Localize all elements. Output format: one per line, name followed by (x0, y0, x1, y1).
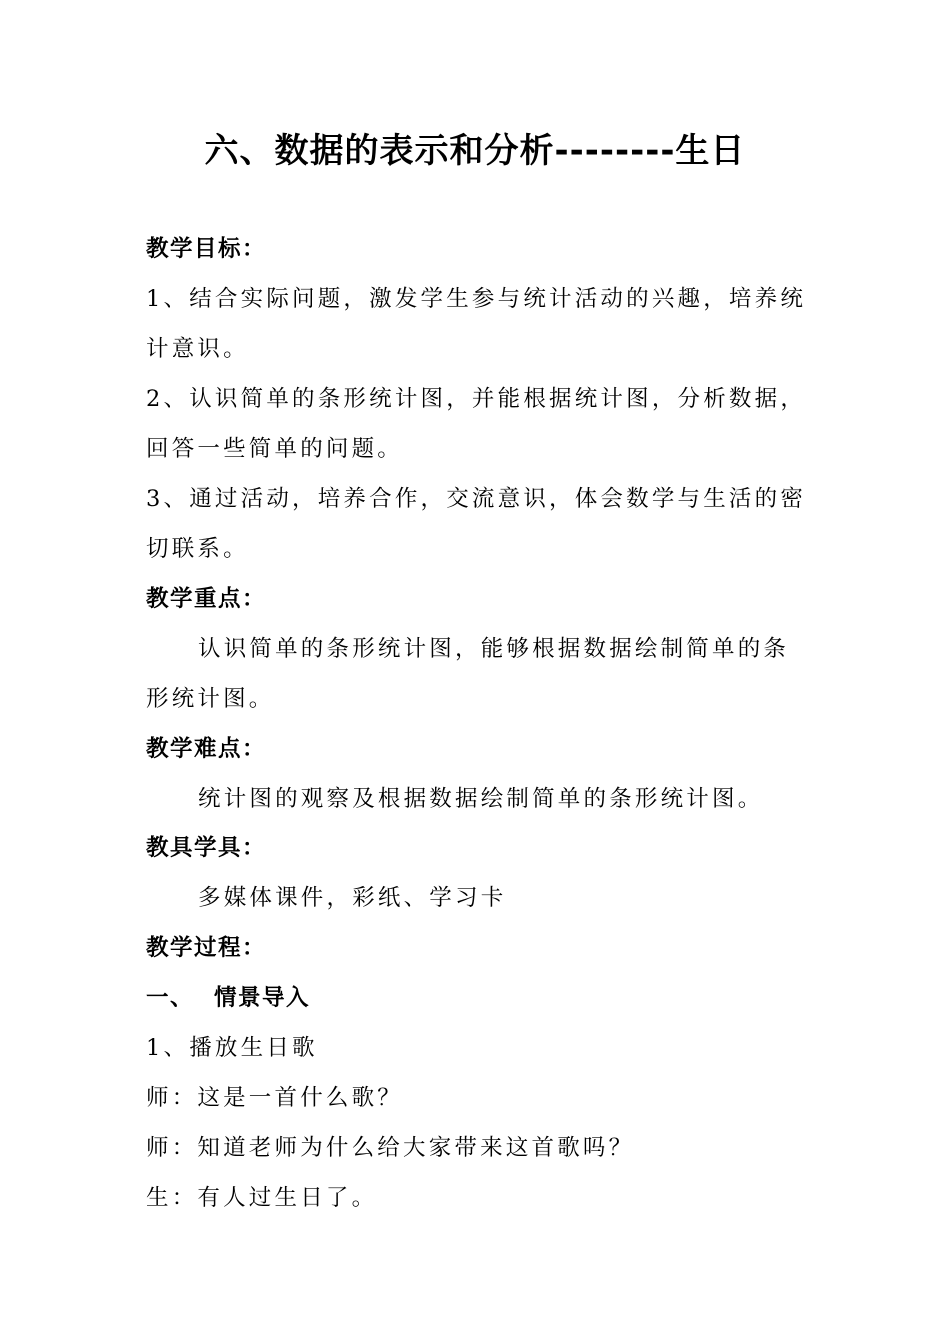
difficulties-line: 统计图的观察及根据数据绘制简单的条形统计图。 (198, 786, 764, 812)
section-number: 一、 (146, 985, 195, 1011)
process-line: 师：知道老师为什么给大家带来这首歌吗？ (146, 1135, 635, 1161)
goals-heading: 教学目标： (146, 236, 267, 262)
goal-line: 3、通过活动，培养合作，交流意识，体会数学与生活的密 (146, 486, 807, 512)
key-points-heading: 教学重点： (146, 586, 267, 612)
goal-line: 切联系。 (146, 536, 249, 562)
process-line: 1、播放生日歌 (146, 1035, 318, 1061)
process-line: 师：这是一首什么歌？ (146, 1085, 404, 1111)
goal-line: 1、结合实际问题，激发学生参与统计活动的兴趣，培养统 (146, 286, 807, 312)
process-heading: 教学过程： (146, 935, 267, 961)
goal-line: 2、认识简单的条形统计图，并能根据统计图，分析数据， (146, 386, 807, 412)
document-title: 六、数据的表示和分析--------生日 (204, 131, 746, 171)
process-section-heading (146, 983, 816, 1013)
tools-line: 多媒体课件，彩纸、学习卡 (198, 885, 507, 911)
process-line: 生：有人过生日了。 (146, 1185, 378, 1211)
section-title: 情景导入 (214, 985, 311, 1011)
key-points-line: 形统计图。 (146, 686, 275, 712)
goal-line: 计意识。 (146, 336, 249, 362)
difficulties-heading: 教学难点： (146, 736, 267, 762)
tools-heading: 教具学具： (146, 835, 267, 861)
goal-line: 回答一些简单的问题。 (146, 436, 404, 462)
key-points-line: 认识简单的条形统计图，能够根据数据绘制简单的条 (198, 636, 790, 662)
